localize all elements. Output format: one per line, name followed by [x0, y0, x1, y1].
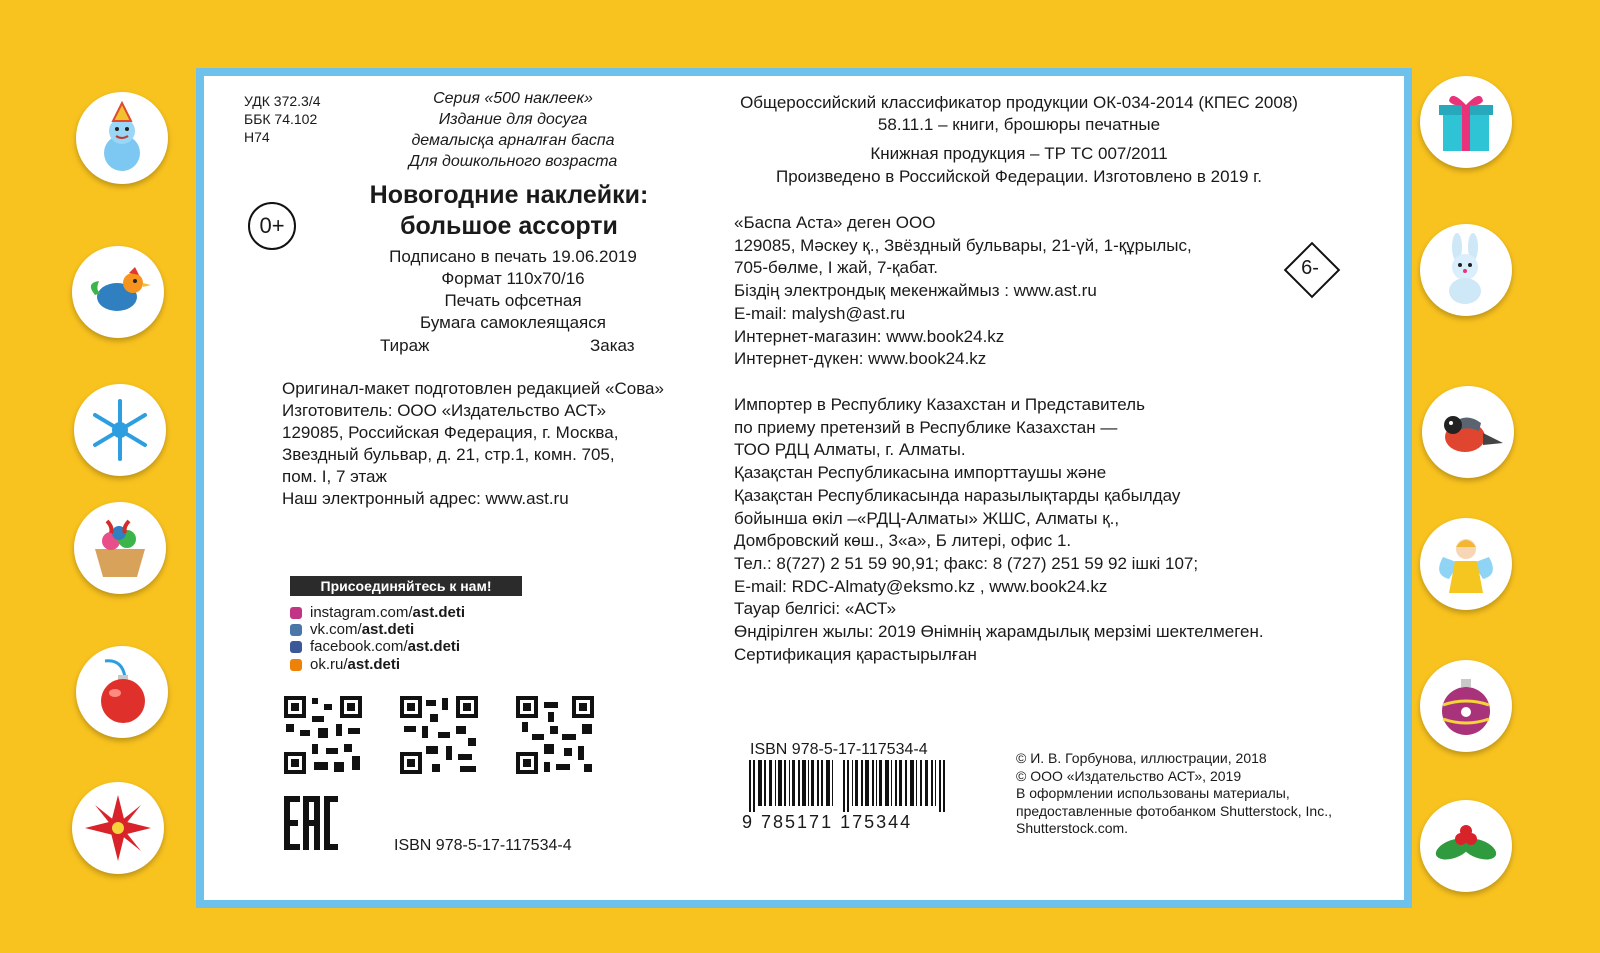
social-handle: ast.deti	[347, 656, 401, 673]
publisher-line: 129085, Российская Федерация, г. Москва,	[282, 423, 619, 442]
kz-publisher-line: E-mail: malysh@ast.ru	[734, 303, 906, 323]
eac-mark	[284, 796, 338, 850]
print-info	[354, 246, 672, 334]
sticker-red-ornament	[76, 646, 168, 738]
copyright-line: предоставленные фотобанком Shutterstock, Inc.,	[1016, 802, 1332, 819]
kz-publisher-line: 705-бөлме, I жай, 7-қабат.	[734, 258, 938, 278]
publisher-line: Оригинал-макет подготовлен редакцией «Сова»	[282, 379, 664, 398]
facebook-icon	[290, 641, 302, 653]
isbn-right: ISBN 978-5-17-117534-4	[750, 741, 928, 758]
classifier-info	[704, 92, 1334, 136]
kz-publisher-line: Интернет-магазин: www.book24.kz	[734, 326, 1005, 346]
book-title	[314, 180, 704, 242]
classifier-line: 58.11.1 – книги, брошюры печатные	[877, 115, 1161, 134]
sticker-snowman	[76, 92, 168, 184]
rooster-icon	[81, 255, 155, 329]
social-link-vk[interactable]	[290, 621, 414, 639]
poinsettia-icon	[81, 791, 155, 865]
social-prefix: facebook.com/	[310, 638, 408, 655]
social-link-facebook[interactable]	[290, 638, 460, 656]
series-line: Издание для досуга	[438, 111, 588, 128]
qr-code-facebook[interactable]	[514, 694, 596, 776]
age-rating-kz-badge	[1284, 242, 1336, 294]
angel-icon	[1429, 527, 1503, 601]
sticker-gift-basket	[74, 502, 166, 594]
production-line: Книжная продукция – ТР ТС 007/2011	[870, 144, 1168, 163]
vk-icon	[290, 624, 302, 636]
copyright-line: © ООО «Издательство АСТ», 2019	[1016, 767, 1242, 784]
classifier-line: Общероссийский классификатор продукции ОК-034-2014 (КПЕС 2008)	[740, 93, 1298, 112]
sticker-snowflake	[74, 384, 166, 476]
importer-line: по приему претензий в Республике Казахстан —	[734, 417, 1118, 437]
ornament-red-icon	[85, 655, 159, 729]
zakaz-label: Заказ	[590, 336, 635, 355]
title-line: Новогодние наклейки:	[369, 181, 649, 209]
series-line: демалысқа арналған баспа	[411, 132, 615, 149]
series-block	[354, 88, 672, 172]
social-link-instagram[interactable]	[290, 604, 465, 622]
title-line: большое ассорти	[400, 212, 618, 240]
kz-publisher-line: Интернет-дүкен: www.book24.kz	[734, 349, 987, 369]
series-line: Серия «500 наклеек»	[433, 90, 593, 107]
social-handle: ast.deti	[361, 621, 415, 638]
importer-line: бойынша өкіл –«РДЦ-Алматы» ЖШС, Алматы қ.,	[734, 508, 1120, 528]
print-info-line: Печать офсетная	[444, 291, 582, 310]
barcode-number: 9 785171 175344	[742, 812, 913, 832]
social-prefix: vk.com/	[310, 621, 362, 638]
bbk-label: ББК 74.102	[244, 111, 318, 127]
importer-line: Сертификация қарастырылған	[734, 644, 977, 664]
importer-line: E-mail: RDC-Almaty@eksmo.kz , www.book24.kz	[734, 576, 1108, 596]
print-info-line: Бумага самоклеящаяся	[420, 313, 606, 332]
sticker-gift-box	[1420, 76, 1512, 168]
sticker-purple-ornament	[1420, 660, 1512, 752]
production-info	[704, 142, 1334, 188]
gift-box-icon	[1429, 85, 1503, 159]
author-mark: Н74	[244, 129, 270, 145]
sticker-angel	[1420, 518, 1512, 610]
imprint-panel	[196, 68, 1412, 908]
isbn-barcode	[749, 760, 945, 812]
copyright-info	[1016, 750, 1332, 838]
sticker-bunny	[1420, 224, 1512, 316]
importer-line: Қазақстан Республикасына импорттаушы және	[734, 463, 1107, 483]
kz-publisher-line: «Баспа Аста» деген ООО	[734, 213, 936, 232]
importer-line: Домбровский көш., 3«а», Б литері, офис 1.	[734, 531, 1072, 551]
copyright-line: Shutterstock.com.	[1016, 820, 1129, 836]
gift-basket-icon	[83, 511, 157, 585]
production-line: Произведено в Российской Федерации. Изготовлено в 2019 г.	[775, 167, 1263, 186]
snowman-icon	[85, 101, 159, 175]
eac-logo-icon	[284, 796, 338, 850]
instagram-icon	[290, 607, 302, 619]
kz-publisher-line: 129085, Мәскеу қ., Звёздный бульвары, 21-үй, 1-құрылыс,	[734, 235, 1192, 255]
print-info-line: Подписано в печать 19.06.2019	[389, 247, 637, 266]
importer-line: Тел.: 8(727) 2 51 59 90,91; факс: 8 (727) 251 59 92 ішкі 107;	[734, 553, 1199, 573]
publisher-line: Изготовитель: ООО «Издательство АСТ»	[282, 401, 607, 420]
social-handle: ast.deti	[407, 638, 461, 655]
social-handle: ast.deti	[412, 604, 466, 621]
copyright-line: © И. В. Горбунова, иллюстрации, 2018	[1016, 750, 1267, 766]
bullfinch-icon	[1431, 395, 1505, 469]
importer-line: ТОО РДЦ Алматы, г. Алматы.	[734, 440, 966, 460]
sticker-holly	[1420, 800, 1512, 892]
copyright-line: В оформлении использованы материалы,	[1016, 785, 1290, 801]
importer-info	[734, 394, 1264, 666]
series-line: Для дошкольного возраста	[408, 153, 618, 170]
bunny-icon	[1429, 233, 1503, 307]
tirazh-label: Тираж	[380, 336, 430, 355]
odnoklassniki-icon	[290, 659, 302, 671]
importer-line: Тауар белгісі: «АСТ»	[734, 599, 897, 619]
snowflake-icon	[83, 393, 157, 467]
age-rating-kz-text: 6-	[1301, 256, 1319, 279]
sticker-rooster	[72, 246, 164, 338]
social-prefix: instagram.com/	[310, 604, 413, 621]
publisher-line: Звездный бульвар, д. 21, стр.1, комн. 705,	[282, 445, 615, 464]
ornament-purple-icon	[1429, 669, 1503, 743]
kz-publisher-info	[734, 212, 1192, 371]
importer-line: Импортер в Республику Казахстан и Представитель	[734, 395, 1145, 414]
isbn-left: ISBN 978-5-17-117534-4	[394, 837, 572, 854]
udk-label: УДК 372.3/4	[244, 93, 321, 109]
importer-line: Өндірілген жылы: 2019 Өнімнің жарамдылық мерзімі шектелмеген.	[734, 622, 1264, 642]
kz-publisher-line: Біздің электрондық мекенжаймыз : www.ast.ru	[734, 281, 1097, 301]
publisher-line: пом. I, 7 этаж	[282, 467, 387, 486]
publisher-info	[282, 378, 664, 510]
sticker-poinsettia	[72, 782, 164, 874]
social-link-odnoklassniki[interactable]	[290, 656, 400, 674]
age-rating-badge: 0+	[248, 202, 296, 250]
qr-code-vk[interactable]	[398, 694, 480, 776]
publisher-line: Наш электронный адрес: www.ast.ru	[282, 489, 569, 508]
qr-code-instagram[interactable]	[282, 694, 364, 776]
holly-icon	[1429, 809, 1503, 883]
social-prefix: ok.ru/	[310, 656, 348, 673]
print-info-line: Формат 110х70/16	[441, 269, 585, 288]
join-us-banner: Присоединяйтесь к нам!	[290, 576, 522, 596]
importer-line: Қазақстан Республикасында наразылықтарды қабылдау	[734, 485, 1181, 505]
sticker-bullfinch	[1422, 386, 1514, 478]
